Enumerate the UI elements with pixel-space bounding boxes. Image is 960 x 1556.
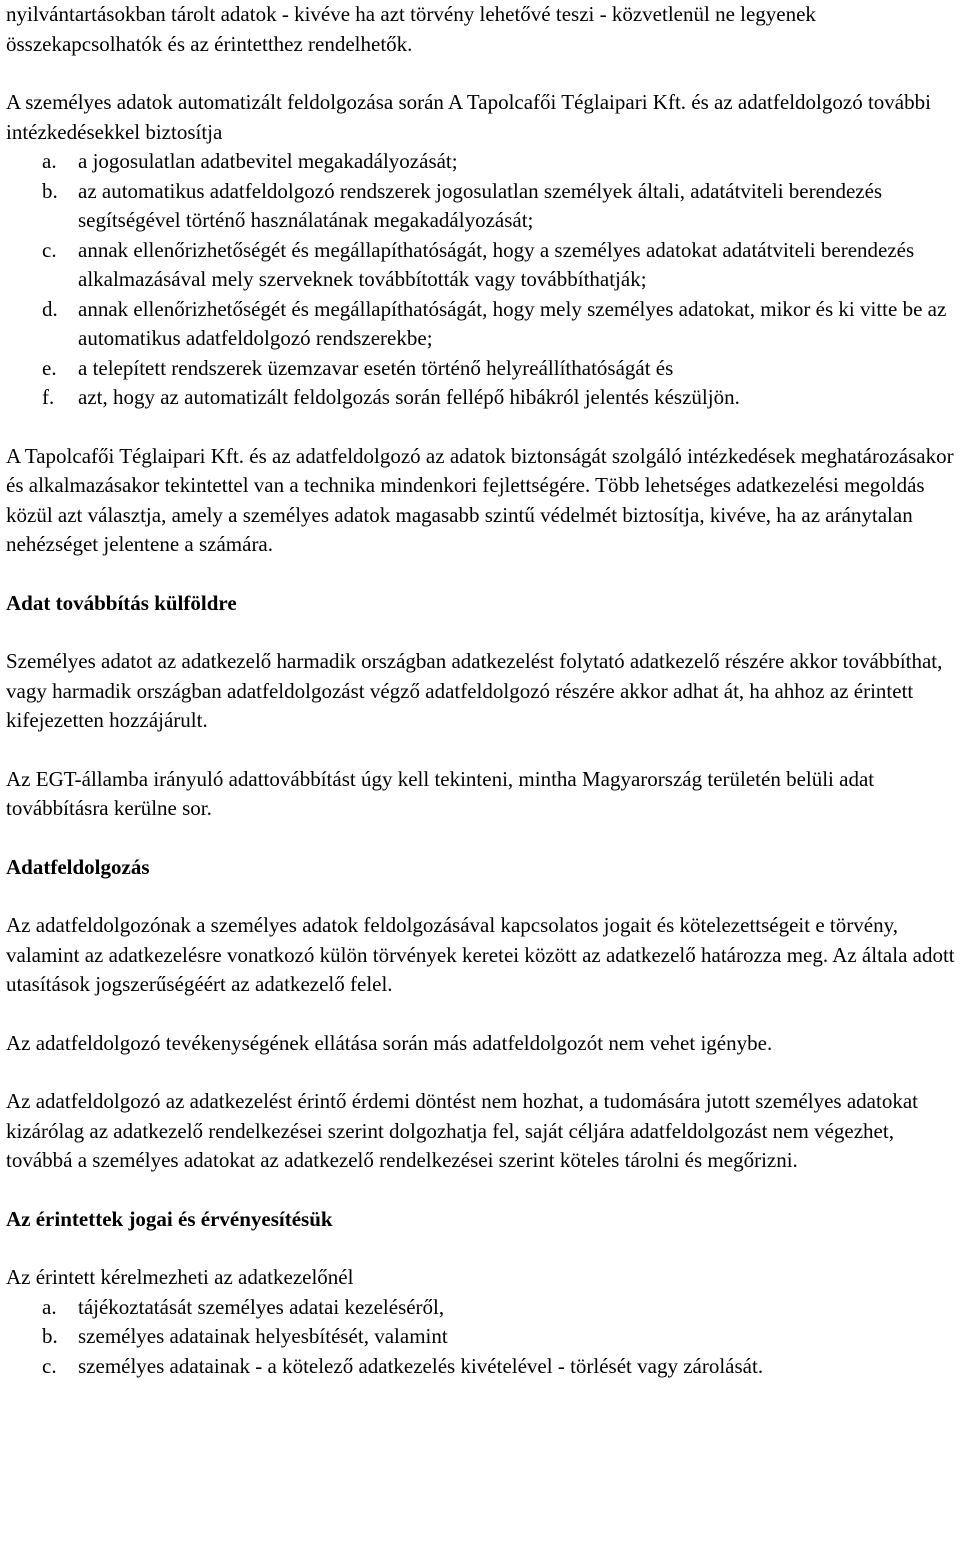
list-item xyxy=(42,147,956,177)
heading-data-processing: Adatfeldolgozás xyxy=(6,854,150,879)
heading-data-subject-rights: Az érintettek jogai és érvényesítésük xyxy=(6,1206,333,1231)
list-letter: f. xyxy=(42,385,55,409)
processing-paragraph-3: Az adatfeldolgozó az adatkezelést érintő érdemi döntést nem hozhat, a tudomására jutott személyes adatokat kizárólag az adatkezelő rendelkezései szerint dolgozhatja fel, saját céljára adatfeldolgozást nem végezhet, továbbá a személyes adatokat az adatkezelő rendelkezései szerint köteles tárolni és megőrizni. xyxy=(6,1089,918,1172)
intro-paragraph-2: A személyes adatok automatizált feldolgozása során A Tapolcafői Téglaipari Kft. és az adatfeldolgozó további intézkedésekkel biztosítja xyxy=(6,90,931,144)
measures-list xyxy=(42,147,956,413)
rights-list xyxy=(42,1293,956,1382)
list-item xyxy=(42,236,956,295)
list-item xyxy=(42,1293,956,1323)
list-item-text: annak ellenőrizhetőségét és megállapíthatóságát, hogy a személyes adatokat adatátviteli berendezés alkalmazásával mely szerveknek továbbították vagy továbbíthatják; xyxy=(78,237,915,291)
rights-intro: Az érintett kérelmezheti az adatkezelőnél xyxy=(6,1265,354,1289)
intro-paragraph-1: nyilvántartásokban tárolt adatok - kivéve ha azt törvény lehetővé teszi - közvetlenül ne legyenek összekapcsolhatók és az érintetthez rendelhetők. xyxy=(6,2,816,56)
heading-transfer-abroad: Adat továbbítás külföldre xyxy=(6,590,237,615)
transfer-paragraph-2: Az EGT-állambа irányuló adattovábbítást úgy kell tekinteni, mintha Magyarország területén belüli adat továbbításra kerülne sor. xyxy=(6,766,875,820)
processing-paragraph-1: Az adatfeldolgozónak a személyes adatok feldolgozásával kapcsolatos jogait és kötelezettségeit e törvény, valamint az adatkezelésre vonatkozó külön törvények keretei között az adatkezelő határozza meg. Az általa adott utasítások jogszerűségéért az adatkezelő felel. xyxy=(6,913,955,996)
list-item xyxy=(42,177,956,236)
list-item xyxy=(42,354,956,384)
list-letter: a. xyxy=(42,1294,57,1319)
list-letter: d. xyxy=(42,296,58,321)
list-item xyxy=(42,295,956,354)
list-item xyxy=(42,383,956,413)
list-item xyxy=(42,1322,956,1352)
list-item xyxy=(42,1352,956,1382)
processing-paragraph-2: Az adatfeldolgozó tevékenységének ellátása során más adatfeldolgozót nem vehet igénybe. xyxy=(6,1030,773,1055)
security-paragraph: A Tapolcafői Téglaipari Kft. és az adatfeldolgozó az adatok biztonságát szolgáló intézkedések meghatározásakor és alkalmazásakor tekintettel van a technika mindenkori fejlettségére. Több lehetséges adatkezelési megoldás közül azt választja, amely a személyes adatok magasabb szintű védelmét biztosítja, kivéve, ha az aránytalan nehézséget jelentene a számára. xyxy=(6,443,954,556)
list-item-text: a jogosulatlan adatbevitel megakadályozását; xyxy=(78,149,458,173)
list-letter: c. xyxy=(42,237,57,262)
list-letter: c. xyxy=(42,1353,57,1378)
list-item-text: tájékoztatását személyes adatai kezeléséről, xyxy=(78,1294,445,1319)
list-item-text: a telepített rendszerek üzemzavar esetén történő helyreállíthatóságát és xyxy=(78,355,674,380)
list-item-text: az automatikus adatfeldolgozó rendszerek jogosulatlan személyek általi, adatátviteli berendezés segítségével történő használatának megakadályozását; xyxy=(78,178,883,232)
list-item-text: személyes adatainak helyesbítését, valamint xyxy=(78,1324,448,1348)
list-letter: a. xyxy=(42,149,57,173)
list-letter: b. xyxy=(42,178,58,203)
list-letter: e. xyxy=(42,355,57,380)
list-letter: b. xyxy=(42,1324,58,1348)
list-item-text: azt, hogy az automatizált feldolgozás során fellépő hibákról jelentés készüljön. xyxy=(78,385,740,409)
transfer-paragraph-1: Személyes adatot az adatkezelő harmadik országban adatkezelést folytató adatkezelő részére akkor továbbíthat, vagy harmadik országban adatfeldolgozást végző adatfeldolgozó részére akkor adhat át, ha ahhoz az érintett kifejezetten hozzájárult. xyxy=(6,649,943,732)
list-item-text: annak ellenőrizhetőségét és megállapíthatóságát, hogy mely személyes adatokat, mikor és ki vitte be az automatikus adatfeldolgozó rendszerekbe; xyxy=(78,296,947,350)
list-item-text: személyes adatainak - a kötelező adatkezelés kivételével - törlését vagy zárolását. xyxy=(78,1353,764,1378)
